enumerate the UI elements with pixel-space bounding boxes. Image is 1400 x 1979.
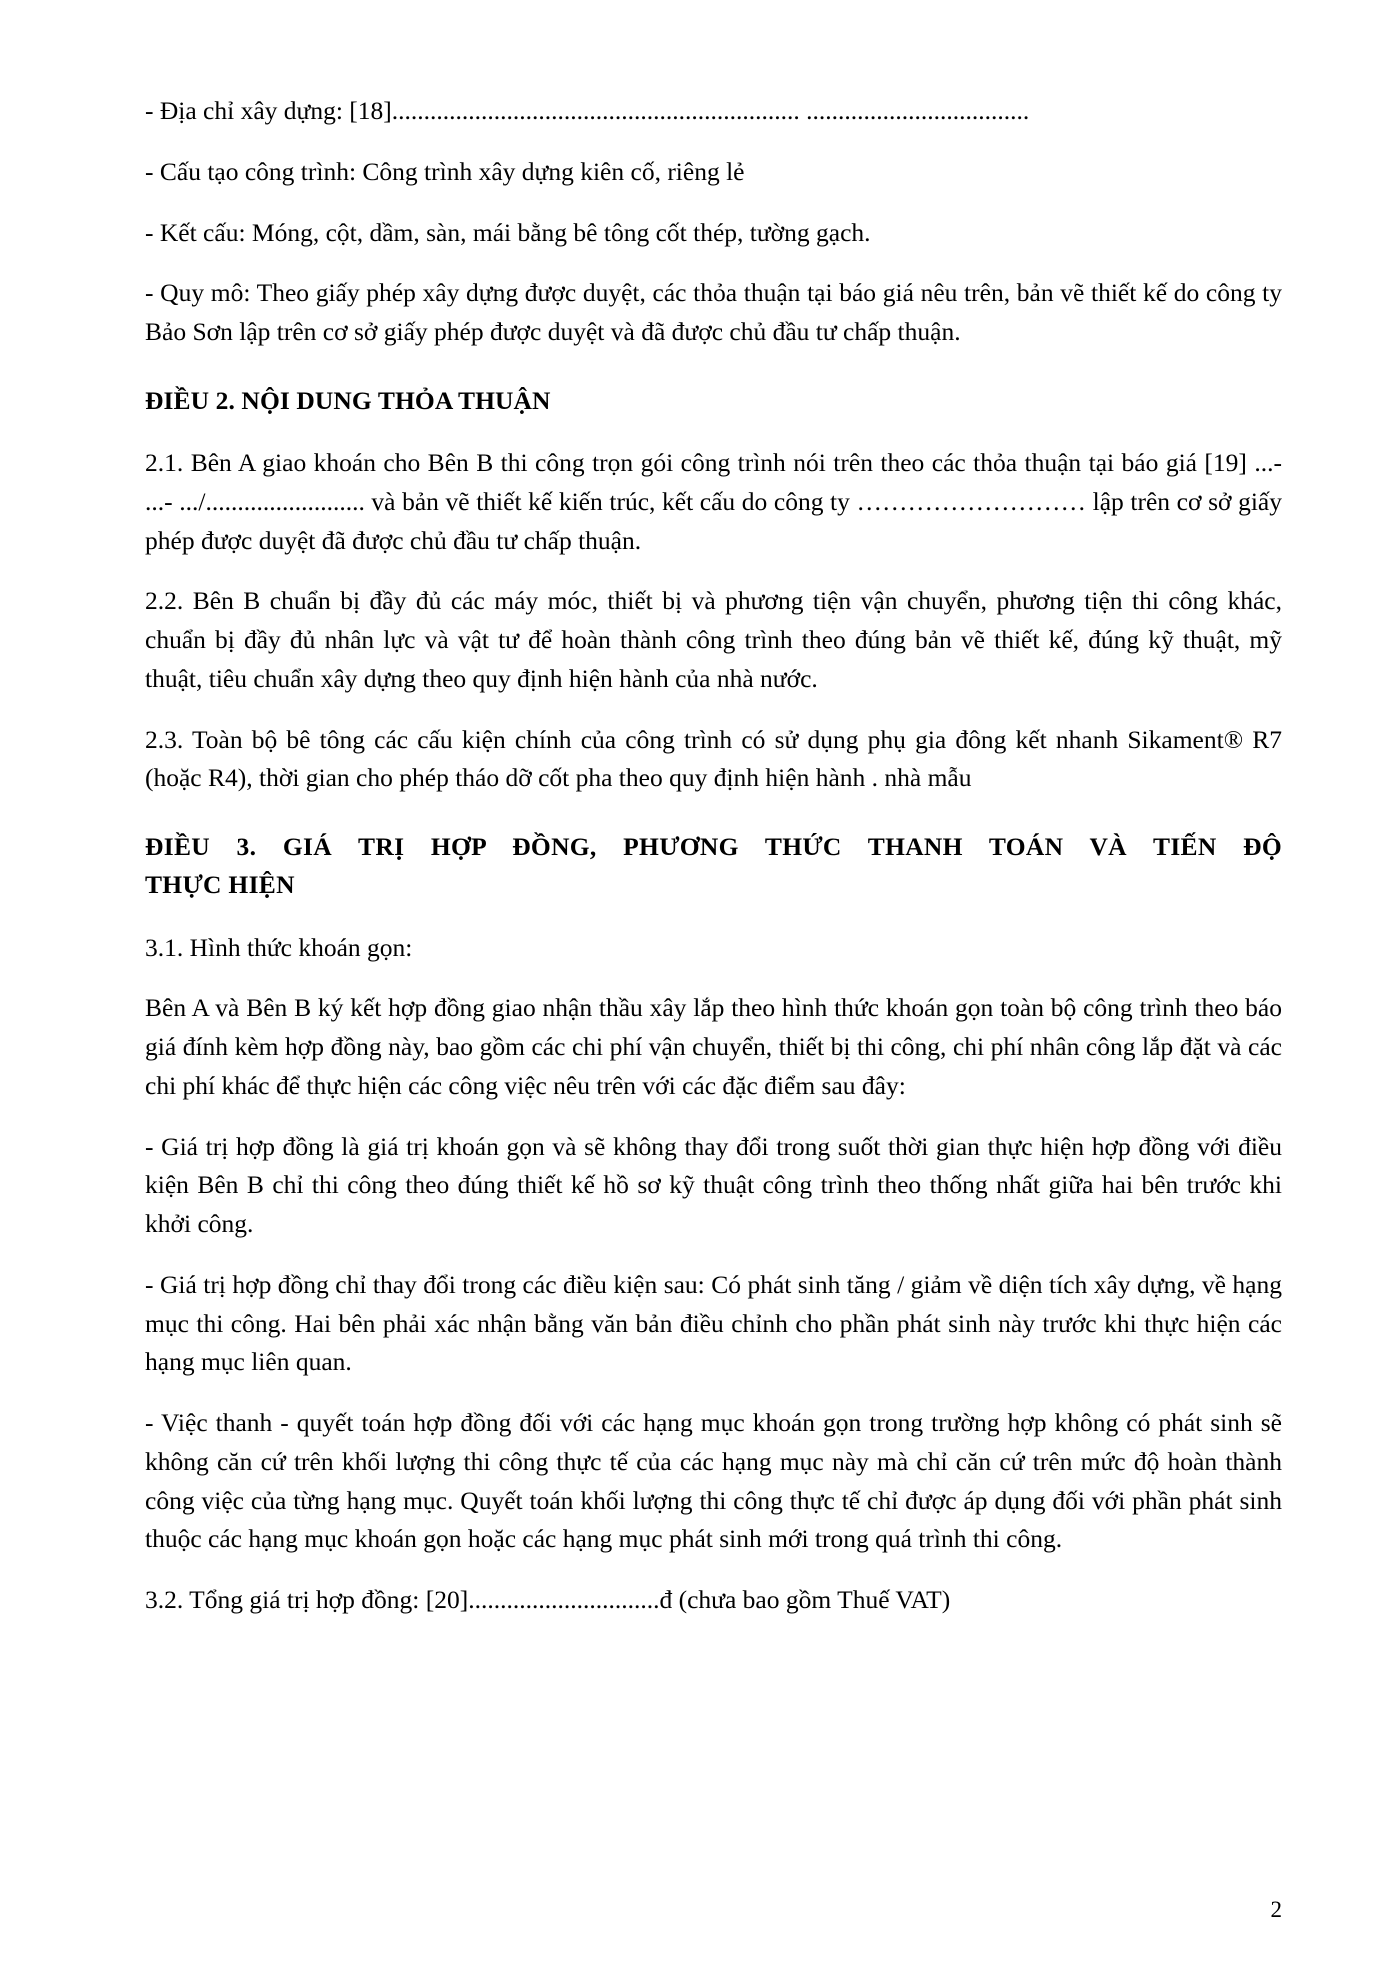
paragraph-2-2: 2.2. Bên B chuẩn bị đầy đủ các máy móc, thiết bị và phương tiện vận chuyển, phương tiện thi công khác, chuẩn bị đầy đủ nhân lực và vật tư để hoàn thành công trình theo đúng bản vẽ thiết kế, đúng kỹ thuật, mỹ thuật, tiêu chuẩn xây dựng theo quy định hiện hành của nhà nước. <box>145 586 1282 693</box>
paragraph-3-2: 3.2. Tổng giá trị hợp đồng: [20]..............................đ (chưa bao gồm Thuế VAT) <box>145 1585 951 1614</box>
heading-article-2: ĐIỀU 2. NỘI DUNG THỎA THUẬN <box>145 385 551 415</box>
document-body <box>145 92 1282 1620</box>
paragraph-structure-type: - Cấu tạo công trình: Công trình xây dựng kiên cố, riêng lẻ <box>145 156 745 186</box>
paragraph-lumpsum-change-conditions: - Giá trị hợp đồng chỉ thay đổi trong các điều kiện sau: Có phát sinh tăng / giảm về diện tích xây dựng, về hạng mục thi công. Hai bên phải xác nhận bằng văn bản điều chỉnh cho phần phát sinh này trước khi thực hiện các hạng mục liên quan. <box>145 1269 1282 1377</box>
paragraph-lumpsum-fixed-value: - Giá trị hợp đồng là giá trị khoán gọn và sẽ không thay đổi trong suốt thời gian thực hiện hợp đồng với điều kiện Bên B chỉ thi công theo đúng thiết kế hồ sơ kỹ thuật công trình theo thống nhất giữa hai bên trước khi khởi công. <box>145 1131 1282 1238</box>
paragraph-scale: - Quy mô: Theo giấy phép xây dựng được duyệt, các thỏa thuận tại báo giá nêu trên, bản vẽ thiết kế do công ty Bảo Sơn lập trên cơ sở giấy phép được duyệt và đã được chủ đầu tư chấp thuận. <box>145 278 1282 346</box>
paragraph-2-3: 2.3. Toàn bộ bê tông các cấu kiện chính của công trình có sử dụng phụ gia đông kết nhanh Sikament® R7 (hoặc R4), thời gian cho phép tháo dỡ cốt pha theo quy định hiện hành . nhà mẫu <box>145 724 1282 793</box>
paragraph-address: - Địa chỉ xây dựng: [18]................................................................ ................................... <box>145 96 1030 125</box>
paragraph-lumpsum-intro: Bên A và Bên B ký kết hợp đồng giao nhận thầu xây lắp theo hình thức khoán gọn toàn bộ công trình theo báo giá đính kèm hợp đồng này, bao gồm các chi phí vận chuyển, thiết bị thi công, chi phí nhân công lắp đặt và các chi phí khác để thực hiện các công việc nêu trên với các đặc điểm sau đây: <box>145 993 1282 1100</box>
paragraph-3-1: 3.1. Hình thức khoán gọn: <box>145 932 413 962</box>
page-number: 2 <box>1270 1897 1282 1922</box>
paragraph-structure-detail: - Kết cấu: Móng, cột, dầm, sàn, mái bằng bê tông cốt thép, tường gạch. <box>145 217 871 247</box>
heading-article-3-line-2: THỰC HIỆN <box>145 870 295 900</box>
paragraph-settlement: - Việc thanh - quyết toán hợp đồng đối với các hạng mục khoán gọn trong trường hợp không có phát sinh sẽ không căn cứ trên khối lượng thi công thực tế của các hạng mục này mà chỉ căn cứ trên mức độ hoàn thành công việc của từng hạng mục. Quyết toán khối lượng thi công thực tế chỉ được áp dụng đối với phần phát sinh thuộc các hạng mục khoán gọn hoặc các hạng mục phát sinh mới trong quá trình thi công. <box>145 1408 1282 1554</box>
heading-article-3-line-1: ĐIỀU 3. GIÁ TRỊ HỢP ĐỒNG, PHƯƠNG THỨC THANH TOÁN VÀ TIẾN ĐỘ <box>145 832 1282 861</box>
heading-article-3 <box>145 828 1282 905</box>
paragraph-2-1: 2.1. Bên A giao khoán cho Bên B thi công trọn gói công trình nói trên theo các thỏa thuận tại báo giá [19] ...- ...- .../......................... và bản vẽ thiết kế kiến trúc, kết cấu do công ty ……………………… lập trên cơ sở giấy phép được duyệt đã được chủ đầu tư chấp thuận. <box>145 448 1282 555</box>
